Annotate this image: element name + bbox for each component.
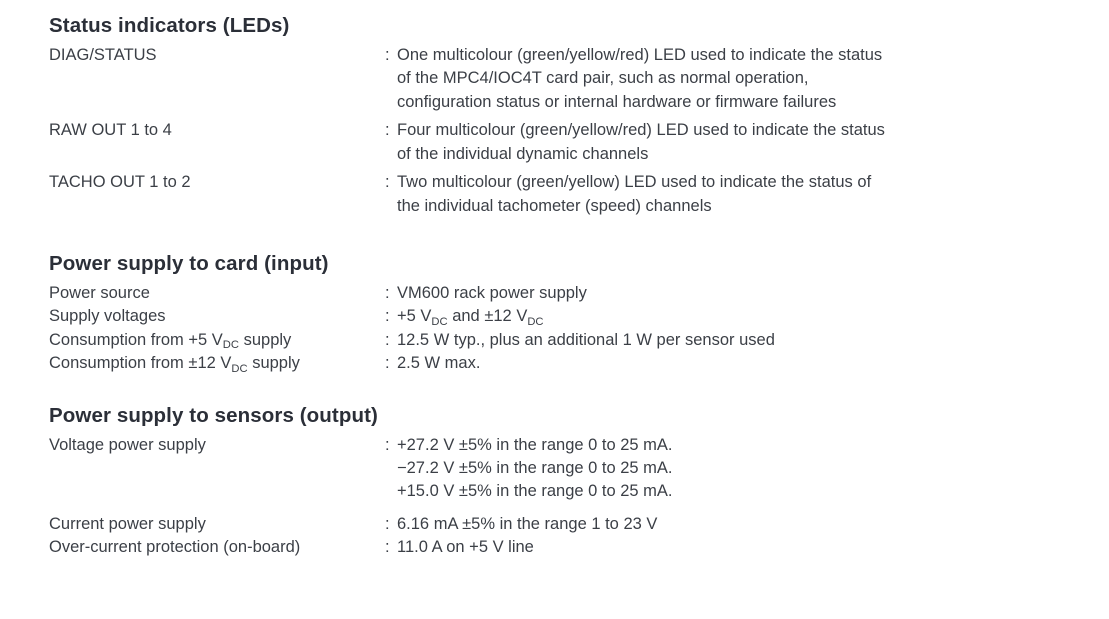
spec-row [0, 119, 1109, 166]
spec-value [397, 119, 1109, 166]
spec-value [397, 352, 1109, 375]
spec-list [0, 282, 1109, 376]
spec-value-line: +27.2 V ±5% in the range 0 to 25 mA. [397, 435, 673, 454]
spec-row [0, 536, 1109, 559]
spec-value-line: 2.5 W max. [397, 354, 481, 373]
spec-value-line: the individual tachometer (speed) channels [397, 196, 712, 215]
section-power-supply-card [0, 252, 1109, 376]
spec-colon: : [385, 330, 390, 349]
spec-colon: : [385, 514, 390, 533]
spec-value [397, 513, 1109, 536]
spec-row [0, 352, 1109, 375]
section-status-indicators [0, 14, 1109, 218]
spec-label: Power source [49, 283, 150, 302]
spec-value-line: One multicolour (green/yellow/red) LED used to indicate the status [397, 46, 883, 64]
spec-label: TACHO OUT 1 to 2 [49, 173, 191, 192]
spec-label: Current power supply [49, 514, 206, 533]
spec-value-line: +5 $V_{DC}$ and ±12 $V_{DC}$ [397, 307, 544, 328]
spec-colon: : [385, 435, 390, 454]
section-power-supply-sensors [0, 404, 1109, 560]
section-title: Status indicators (LEDs) [49, 14, 290, 37]
spec-colon: : [385, 307, 390, 326]
spec-colon: : [385, 538, 390, 557]
spec-value [397, 282, 1109, 305]
spec-value [397, 171, 1109, 218]
spec-value-line: Four multicolour (green/yellow/red) LED used to indicate the status [397, 121, 885, 140]
spec-row [0, 305, 1109, 328]
spec-value [397, 536, 1109, 559]
spec-row [0, 282, 1109, 305]
spec-row [0, 434, 1109, 504]
spec-value [397, 44, 1109, 114]
section-title: Power supply to sensors (output) [49, 403, 378, 427]
spec-label: Consumption from ±12 $V_{DC}$ supply [49, 354, 300, 375]
spec-label: Over-current protection (on-board) [49, 538, 301, 557]
spec-colon: : [385, 46, 390, 64]
spec-value-line: −27.2 V ±5% in the range 0 to 25 mA. [397, 459, 673, 478]
spec-value-line: VM600 rack power supply [397, 283, 587, 302]
spec-colon: : [385, 173, 390, 192]
spec-row [0, 329, 1109, 352]
spec-value-line: +15.0 V ±5% in the range 0 to 25 mA. [397, 482, 673, 501]
spec-value-line: Two multicolour (green/yellow) LED used to indicate the status of [397, 173, 872, 192]
row-gap [0, 504, 1109, 513]
section-gap [0, 218, 1109, 252]
spec-colon: : [385, 283, 390, 302]
spec-value-line: 11.0 A on +5 V line [397, 538, 534, 557]
spec-value [397, 329, 1109, 352]
spec-value-line: 6.16 mA ±5% in the range 1 to 23 V [397, 514, 658, 533]
spec-label: Supply voltages [49, 307, 166, 326]
spec-value-line: of the individual dynamic channels [397, 144, 649, 163]
spec-value-line: of the MPC4/IOC4T card pair, such as normal operation, [397, 69, 809, 88]
spec-value-line: configuration status or internal hardware or firmware failures [397, 92, 837, 111]
spec-row [0, 171, 1109, 218]
spec-list [0, 434, 1109, 560]
spec-colon: : [385, 121, 390, 140]
spec-row [0, 513, 1109, 536]
spec-label: Consumption from +5 $V_{DC}$ supply [49, 330, 292, 352]
spec-row [0, 44, 1109, 114]
spec-value [397, 434, 1109, 504]
section-title: Power supply to card (input) [49, 251, 329, 275]
spec-list [0, 44, 1109, 218]
section-gap [0, 376, 1109, 404]
spec-label: DIAG/STATUS [49, 46, 157, 64]
spec-label: RAW OUT 1 to 4 [49, 121, 172, 140]
spec-label: Voltage power supply [49, 435, 206, 454]
spec-value-line: 12.5 W typ., plus an additional 1 W per sensor used [397, 330, 775, 349]
spec-colon: : [385, 354, 390, 373]
spec-value [397, 305, 1109, 328]
